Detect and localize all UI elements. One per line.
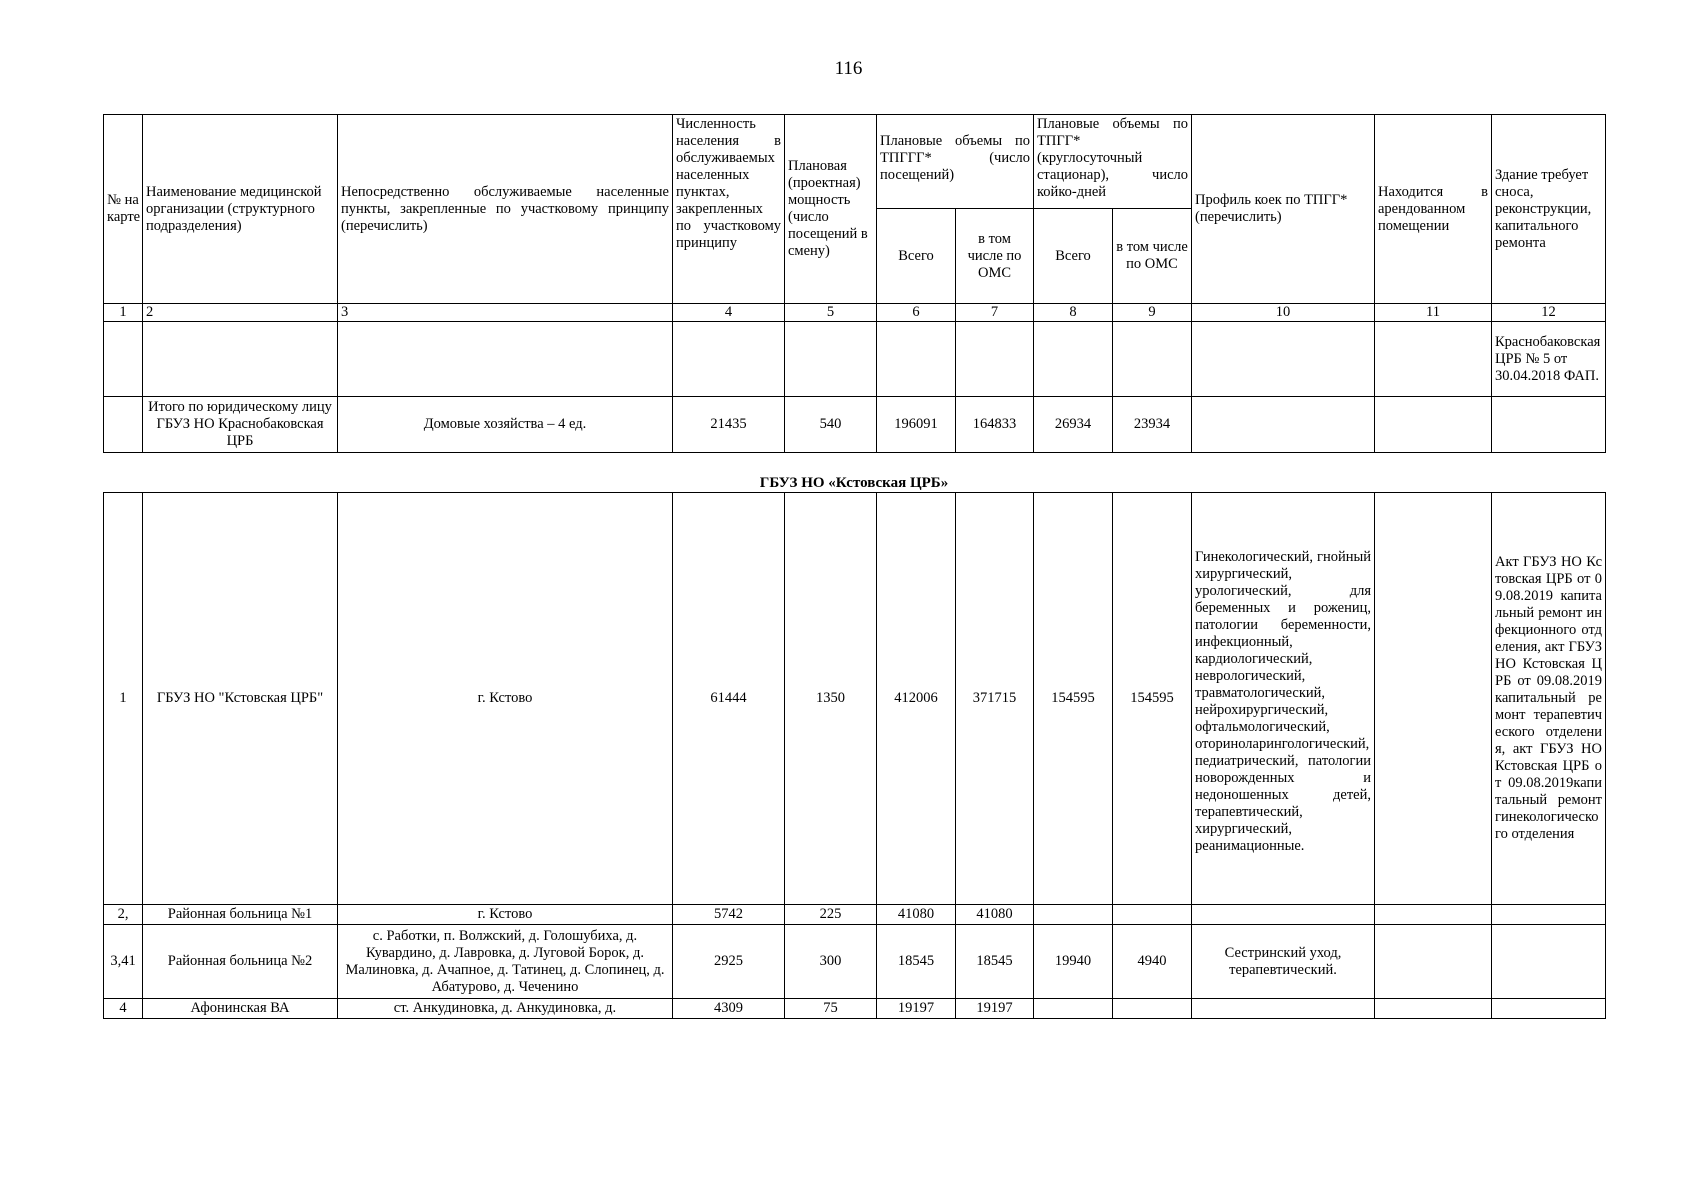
- column-numbers-row: [104, 304, 1606, 322]
- cell-population: 4309: [673, 999, 785, 1019]
- cell-settlements: г. Кстово: [338, 493, 673, 905]
- header-beds-oms: в том числе по ОМС: [1113, 209, 1192, 304]
- cell-map-number: 3,41: [104, 925, 143, 999]
- cell-population: 5742: [673, 905, 785, 925]
- cell-visits-oms: 371715: [956, 493, 1034, 905]
- cell-capacity: 540: [785, 397, 877, 453]
- cell-settlements: ст. Анкудиновка, д. Анкудиновка, д.: [338, 999, 673, 1019]
- cell-visits-oms: 164833: [956, 397, 1034, 453]
- column-number: 1: [104, 304, 143, 322]
- cell-rented: [1375, 999, 1492, 1019]
- header-bed-profile: Профиль коек по ТПГГ* (перечислить): [1192, 115, 1375, 304]
- cell-beds-oms: [1113, 999, 1192, 1019]
- cell-building-repair: Акт ГБУЗ НО Кстовская ЦРБ от 09.08.2019 капитальный ремонт инфекционного отделения, акт ГБУЗ НО Кстовская ЦРБ от 09.08.2019 капитальный ремонт терапевтического отделения, акт ГБУЗ НО Кстовская ЦРБ от 09.08.2019капитальный ремонт гинекологического отделения: [1492, 493, 1606, 905]
- cell-visits-oms: [956, 322, 1034, 397]
- cell-beds-oms: 23934: [1113, 397, 1192, 453]
- cell-building-repair: [1492, 925, 1606, 999]
- header-building-repair: Здание требует сноса, реконструкции, капитального ремонта: [1492, 115, 1606, 304]
- column-number: 10: [1192, 304, 1375, 322]
- cell-settlements: г. Кстово: [338, 905, 673, 925]
- header-map-number: № на карте: [104, 115, 143, 304]
- column-number: 3: [338, 304, 673, 322]
- table-row: [104, 925, 1606, 999]
- cell-organization: Районная больница №1: [143, 905, 338, 925]
- header-served-settlements: Непосредственно обслуживаемые населенные пункты, закрепленные по участковому принципу (перечислить): [338, 115, 673, 304]
- column-number: 7: [956, 304, 1034, 322]
- column-number: 12: [1492, 304, 1606, 322]
- cell-building-repair: [1492, 905, 1606, 925]
- cell-map-number: 2,: [104, 905, 143, 925]
- cell-visits-total: 412006: [877, 493, 956, 905]
- column-number: 6: [877, 304, 956, 322]
- header-visits-oms: в том числе по ОМС: [956, 209, 1034, 304]
- cell-bed-profile: [1192, 322, 1375, 397]
- cell-population: 2925: [673, 925, 785, 999]
- cell-visits-total: 18545: [877, 925, 956, 999]
- cell-map-number: [104, 322, 143, 397]
- cell-rented: [1375, 397, 1492, 453]
- table-row-total: [104, 397, 1606, 453]
- cell-organization: Районная больница №2: [143, 925, 338, 999]
- header-planned-bed-days: Плановые объемы по ТПГГ* (круглосуточный стационар), число койко-дней: [1034, 115, 1192, 209]
- cell-organization: [143, 322, 338, 397]
- cell-bed-profile: [1192, 905, 1375, 925]
- cell-building-repair: [1492, 999, 1606, 1019]
- cell-beds-total: 154595: [1034, 493, 1113, 905]
- cell-population: 21435: [673, 397, 785, 453]
- cell-bed-profile: [1192, 397, 1375, 453]
- table-row: [104, 322, 1606, 397]
- cell-bed-profile: [1192, 999, 1375, 1019]
- header-population: Численность населения в обслуживаемых населенных пунктах, закрепленных по участковому принципу: [673, 115, 785, 304]
- cell-rented: [1375, 493, 1492, 905]
- cell-beds-total: [1034, 999, 1113, 1019]
- cell-building-repair: Краснобаковская ЦРБ № 5 от 30.04.2018 ФАП.: [1492, 322, 1606, 397]
- header-beds-total: Всего: [1034, 209, 1113, 304]
- table-row: [104, 905, 1606, 925]
- cell-visits-total: [877, 322, 956, 397]
- cell-visits-total: 41080: [877, 905, 956, 925]
- cell-map-number: 1: [104, 493, 143, 905]
- cell-beds-oms: [1113, 905, 1192, 925]
- column-number: 9: [1113, 304, 1192, 322]
- cell-visits-oms: 19197: [956, 999, 1034, 1019]
- cell-beds-total: 19940: [1034, 925, 1113, 999]
- cell-capacity: 75: [785, 999, 877, 1019]
- cell-rented: [1375, 925, 1492, 999]
- cell-map-number: [104, 397, 143, 453]
- column-number: 4: [673, 304, 785, 322]
- cell-organization: Афонинская ВА: [143, 999, 338, 1019]
- cell-capacity: 300: [785, 925, 877, 999]
- cell-visits-oms: 18545: [956, 925, 1034, 999]
- cell-bed-profile: Сестринский уход, терапевтический.: [1192, 925, 1375, 999]
- cell-beds-total: [1034, 322, 1113, 397]
- facilities-table-kstovo: [103, 492, 1606, 1019]
- facilities-table-top: [103, 114, 1606, 453]
- cell-organization: ГБУЗ НО "Кстовская ЦРБ": [143, 493, 338, 905]
- table-row: [104, 493, 1606, 905]
- cell-settlements: с. Работки, п. Волжский, д. Голошубиха, д. Кувардино, д. Лавровка, д. Луговой Борок, д. Малиновка, д. Ачапное, д. Татинец, д. Слопинец, д. Абатурово, д. Чеченино: [338, 925, 673, 999]
- cell-visits-total: 196091: [877, 397, 956, 453]
- cell-beds-oms: [1113, 322, 1192, 397]
- cell-rented: [1375, 322, 1492, 397]
- cell-beds-oms: 154595: [1113, 493, 1192, 905]
- column-number: 2: [143, 304, 338, 322]
- cell-beds-total: [1034, 905, 1113, 925]
- header-visits-total: Всего: [877, 209, 956, 304]
- header-rented-premises: Находится в арендованном помещении: [1375, 115, 1492, 304]
- cell-settlements: [338, 322, 673, 397]
- header-planned-visits: Плановые объемы по ТПГГГ* (число посещений): [877, 115, 1034, 209]
- header-organization-name: Наименование медицинской организации (структурного подразделения): [143, 115, 338, 304]
- header-planned-capacity: Плановая (проектная) мощность (число посещений в смену): [785, 115, 877, 304]
- cell-population: 61444: [673, 493, 785, 905]
- cell-settlements: Домовые хозяйства – 4 ед.: [338, 397, 673, 453]
- cell-rented: [1375, 905, 1492, 925]
- section-title: ГБУЗ НО «Кстовская ЦРБ»: [759, 475, 949, 491]
- column-number: 8: [1034, 304, 1113, 322]
- cell-bed-profile: Гинекологический, гнойный хирургический, урологический, для беременных и рожениц, патологии беременности, инфекционный, кардиологический, неврологический, травматологический, нейрохирургический, офтальмологический, оториноларингологический, педиатрический, патологии новорожденных и недоношенных детей, терапевтический, хирургический, реанимационные.: [1192, 493, 1375, 905]
- column-number: 5: [785, 304, 877, 322]
- cell-capacity: 225: [785, 905, 877, 925]
- cell-organization: Итого по юридическому лицу ГБУЗ НО Краснобаковская ЦРБ: [143, 397, 338, 453]
- cell-visits-total: 19197: [877, 999, 956, 1019]
- cell-beds-total: 26934: [1034, 397, 1113, 453]
- cell-population: [673, 322, 785, 397]
- cell-beds-oms: 4940: [1113, 925, 1192, 999]
- cell-building-repair: [1492, 397, 1606, 453]
- cell-capacity: [785, 322, 877, 397]
- cell-capacity: 1350: [785, 493, 877, 905]
- page-number: 116: [834, 58, 863, 79]
- table-row: [104, 999, 1606, 1019]
- cell-visits-oms: 41080: [956, 905, 1034, 925]
- column-number: 11: [1375, 304, 1492, 322]
- cell-map-number: 4: [104, 999, 143, 1019]
